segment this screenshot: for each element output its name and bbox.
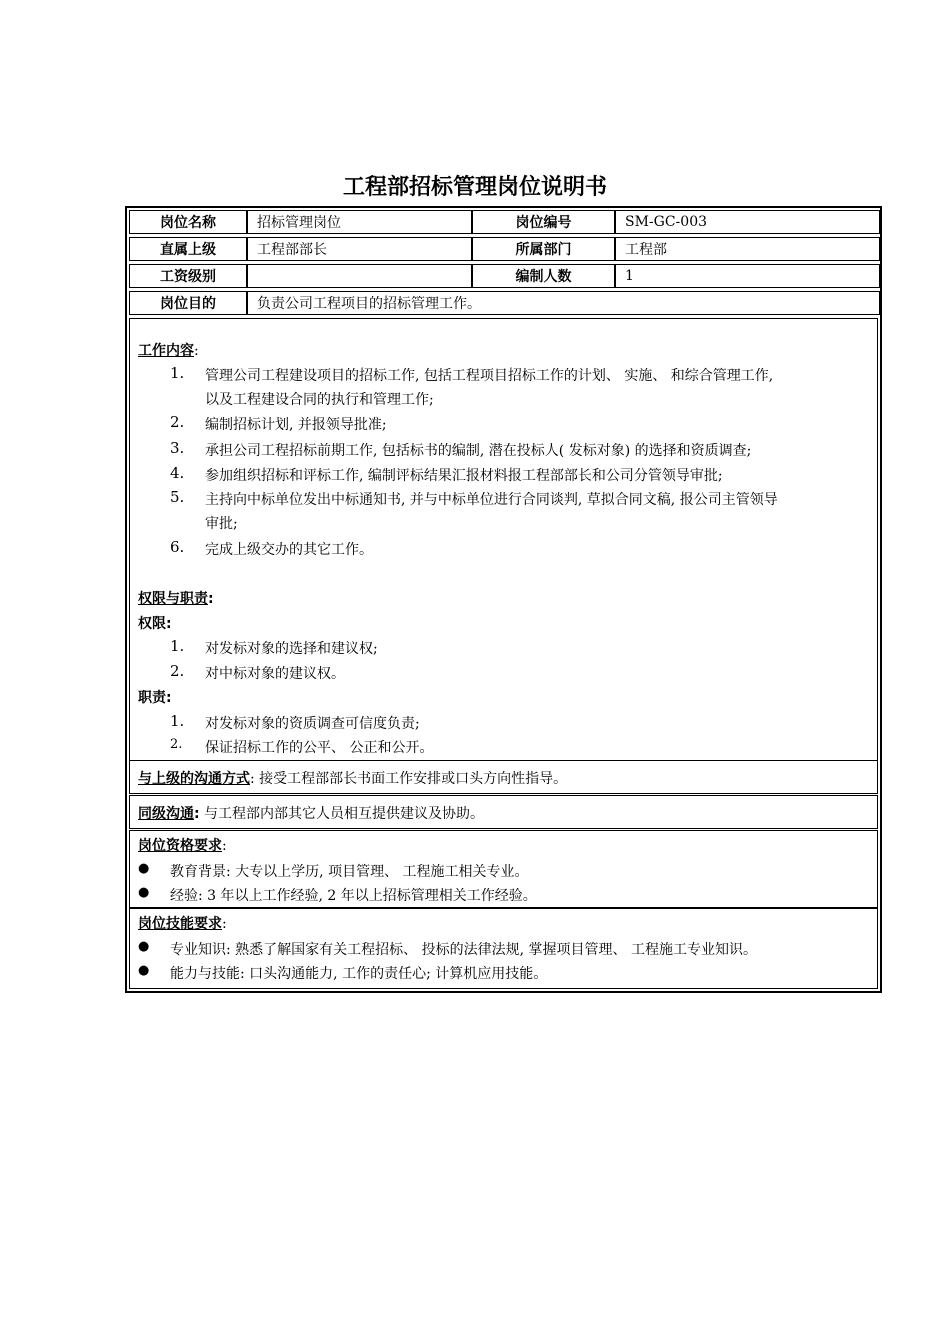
skills-item: 能力与技能: 口头沟通能力, 工作的责任心; 计算机应用技能。 xyxy=(170,966,548,982)
label-purpose: 岗位目的 xyxy=(129,291,247,315)
rights-item-text: 对发标对象的选择和建议权; xyxy=(205,641,378,657)
peer-communication-colon: : xyxy=(194,806,200,822)
qualification-colon: : xyxy=(222,838,227,854)
row-superior xyxy=(127,235,880,263)
superior-communication-section xyxy=(129,760,878,794)
work-item-line: 审批; xyxy=(205,516,238,532)
label-superior: 直属上级 xyxy=(129,237,247,261)
value-position-name: 招标管理岗位 xyxy=(247,210,472,234)
work-item-line: 以及工程建设合同的执行和管理工作; xyxy=(205,392,434,408)
work-content-title: 工作内容 xyxy=(138,343,194,359)
row-salary-level xyxy=(127,262,880,290)
skills-section xyxy=(129,908,878,989)
peer-communication-section xyxy=(129,795,878,829)
rights-item-number: 1. xyxy=(170,637,185,655)
label-position-name: 岗位名称 xyxy=(129,210,247,234)
work-item-line: 管理公司工程建设项目的招标工作, 包括工程项目招标工作的计划、 实施、 和综合管理工作, xyxy=(205,368,774,384)
work-item-number: 4. xyxy=(170,464,185,482)
peer-communication-line xyxy=(138,803,484,823)
value-department: 工程部 xyxy=(615,237,880,261)
qualification-section xyxy=(129,830,878,908)
skills-item: 专业知识: 熟悉了解国家有关工程招标、 投标的法律法规, 掌握项目管理、 工程施工专业知识。 xyxy=(170,942,757,958)
authority-colon: : xyxy=(208,591,214,607)
bullet-icon: ● xyxy=(138,885,150,900)
superior-communication-text: : 接受工程部部长书面工作安排或口头方向性指导。 xyxy=(250,771,568,787)
superior-communication-title: 与上级的沟通方式 xyxy=(138,771,250,787)
value-position-code: SM-GC-003 xyxy=(615,210,880,234)
skills-heading xyxy=(138,913,227,933)
work-content-section xyxy=(129,318,878,761)
rights-item-text: 对中标对象的建议权。 xyxy=(205,666,345,682)
label-headcount: 编制人数 xyxy=(472,264,615,288)
work-item-number: 3. xyxy=(170,439,185,457)
qualification-item: 教育背景: 大专以上学历, 项目管理、 工程施工相关专业。 xyxy=(170,864,529,880)
work-item-line: 完成上级交办的其它工作。 xyxy=(205,542,373,558)
duties-item-text: 保证招标工作的公平、 公正和公开。 xyxy=(205,740,434,756)
job-description-table xyxy=(125,206,882,993)
label-salary-level: 工资级别 xyxy=(129,264,247,288)
rights-label: 权限: xyxy=(138,616,172,632)
bullet-icon: ● xyxy=(138,939,150,954)
qualification-item: 经验: 3 年以上工作经验, 2 年以上招标管理相关工作经验。 xyxy=(170,888,537,904)
peer-communication-title: 同级沟通 xyxy=(138,806,194,822)
peer-communication-text: 与工程部内部其它人员相互提供建议及协助。 xyxy=(199,806,485,822)
superior-communication-line xyxy=(138,768,567,788)
work-item-number: 1. xyxy=(170,364,185,382)
skills-colon: : xyxy=(222,916,227,932)
work-item-line: 承担公司工程招标前期工作, 包括标书的编制, 潜在投标人( 发标对象) 的选择和资质调查; xyxy=(205,443,752,459)
skills-title: 岗位技能要求 xyxy=(138,916,222,932)
authority-heading xyxy=(138,588,214,608)
bullet-icon: ● xyxy=(138,861,150,876)
duties-label: 职责: xyxy=(138,690,172,706)
work-item-number: 2. xyxy=(170,413,185,431)
value-salary-level xyxy=(247,264,472,288)
work-item-line: 编制招标计划, 并报领导批准; xyxy=(205,417,387,433)
value-headcount: 1 xyxy=(615,264,880,288)
bullet-icon: ● xyxy=(138,963,150,978)
label-position-code: 岗位编号 xyxy=(472,210,615,234)
row-position-name xyxy=(127,208,880,236)
work-item-number: 5. xyxy=(170,488,185,506)
row-purpose xyxy=(127,289,880,317)
value-superior: 工程部部长 xyxy=(247,237,472,261)
duties-item-number: 1. xyxy=(170,712,185,730)
duties-item-text: 对发标对象的资质调查可信度负责; xyxy=(205,716,420,732)
qualification-title: 岗位资格要求 xyxy=(138,838,222,854)
label-department: 所属部门 xyxy=(472,237,615,261)
work-item-line: 主持向中标单位发出中标通知书, 并与中标单位进行合同谈判, 草拟合同文稿, 报公司主管领导 xyxy=(205,492,778,508)
value-purpose: 负责公司工程项目的招标管理工作。 xyxy=(247,291,880,315)
work-content-colon: : xyxy=(194,343,199,359)
work-item-line: 参加组织招标和评标工作, 编制评标结果汇报材料报工程部部长和公司分管领导审批; xyxy=(205,468,723,484)
rights-item-number: 2. xyxy=(170,662,185,680)
page-title: 工程部招标管理岗位说明书 xyxy=(342,175,607,200)
work-item-number: 6. xyxy=(170,538,185,556)
work-content-heading xyxy=(138,340,199,360)
duties-item-number: 2. xyxy=(170,737,183,752)
qualification-heading xyxy=(138,835,227,855)
authority-title: 权限与职责 xyxy=(138,591,208,607)
